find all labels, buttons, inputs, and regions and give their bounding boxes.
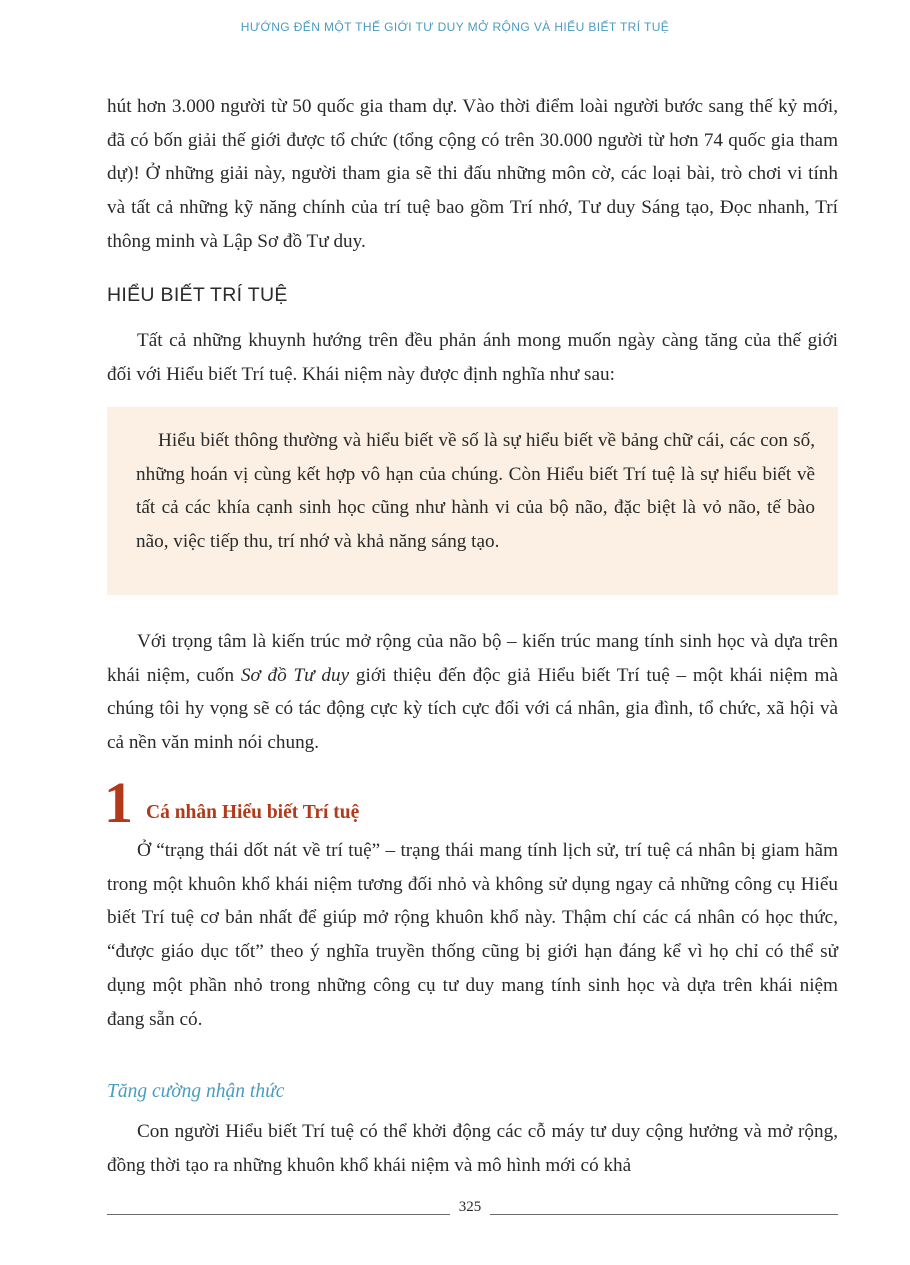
intro-paragraph: hút hơn 3.000 người từ 50 quốc gia tham dự. Vào thời điểm loài người bước sang thế kỷ mới, đã có bốn giải thế giới được tổ chức (tổng cộng có trên 30.000 người từ hơn 74 quốc gia tham dự)! Ở những giải này, người tham gia sẽ thi đấu những môn cờ, các loại bài, trò chơi vi tính và tất cả những kỹ năng chính của trí tuệ bao gồm Trí nhớ, Tư duy Sáng tạo, Đọc nhanh, Trí thông minh và Lập Sơ đồ Tư duy. (107, 96, 838, 252)
subheading-awareness: Tăng cường nhận thức (107, 1081, 285, 1102)
definition-box (107, 407, 838, 595)
closing-text-before: Với trọng tâm là kiến trúc mở rộng của não bộ – kiến trúc mang tính sinh học và dựa trên khái niệm, cuốn (107, 631, 838, 686)
page-number: 325 (458, 1199, 482, 1215)
section-number: 1 (104, 770, 133, 835)
section-heading-literacy: HIỂU BIẾT TRÍ TUỆ (107, 284, 288, 306)
awareness-paragraph: Con người Hiểu biết Trí tuệ có thể khởi động các cỗ máy tư duy cộng hưởng và mở rộng, đồng thời tạo ra những khuôn khổ khái niệm và mô hình mới có khả (107, 1121, 838, 1176)
definition-text: Hiểu biết thông thường và hiểu biết về số là sự hiểu biết về bảng chữ cái, các con số, những hoán vị cùng kết hợp vô hạn của chúng. Còn Hiểu biết Trí tuệ là sự hiểu biết về tất cả các khía cạnh sinh học cũng như hành vi của bộ não, đặc biệt là vỏ não, tế bào não, việc tiếp thu, trí nhớ và khả năng sáng tạo. (136, 430, 815, 553)
section-1-paragraph: Ở “trạng thái dốt nát về trí tuệ” – trạng thái mang tính lịch sử, trí tuệ cá nhân bị giam hãm trong một khuôn khổ khái niệm tương đối nhỏ và không sử dụng ngay cả những công cụ Hiểu biết Trí tuệ cơ bản nhất để giúp mở rộng khuôn khổ này. Thậm chí các cá nhân có học thức, “được giáo dục tốt” theo ý nghĩa truyền thống cũng bị giới hạn đáng kể vì họ chỉ có thể sử dụng một phần nhỏ trong những công cụ tư duy mang tính sinh học và dựa trên khái niệm đang sẵn có. (107, 840, 838, 1030)
literacy-closing-paragraph (107, 625, 838, 760)
section-title: Cá nhân Hiểu biết Trí tuệ (146, 802, 360, 823)
closing-text-after: giới thiệu đến độc giả Hiểu biết Trí tuệ – một khái niệm mà chúng tôi hy vọng sẽ có tác động cực kỳ tích cực đối với cá nhân, gia đình, tổ chức, xã hội và cả nền văn minh nói chung. (107, 664, 838, 754)
footer-rule-right (490, 1214, 838, 1215)
book-title: Sơ đồ Tư duy (240, 664, 350, 686)
footer-rule-left (107, 1214, 450, 1215)
literacy-intro-paragraph: Tất cả những khuynh hướng trên đều phản ánh mong muốn ngày càng tăng của thế giới đối với Hiểu biết Trí tuệ. Khái niệm này được định nghĩa như sau: (107, 330, 838, 385)
running-header: HƯỚNG ĐẾN MỘT THẾ GIỚI TƯ DUY MỞ RỘNG VÀ HIỂU BIẾT TRÍ TUỆ (240, 20, 670, 34)
